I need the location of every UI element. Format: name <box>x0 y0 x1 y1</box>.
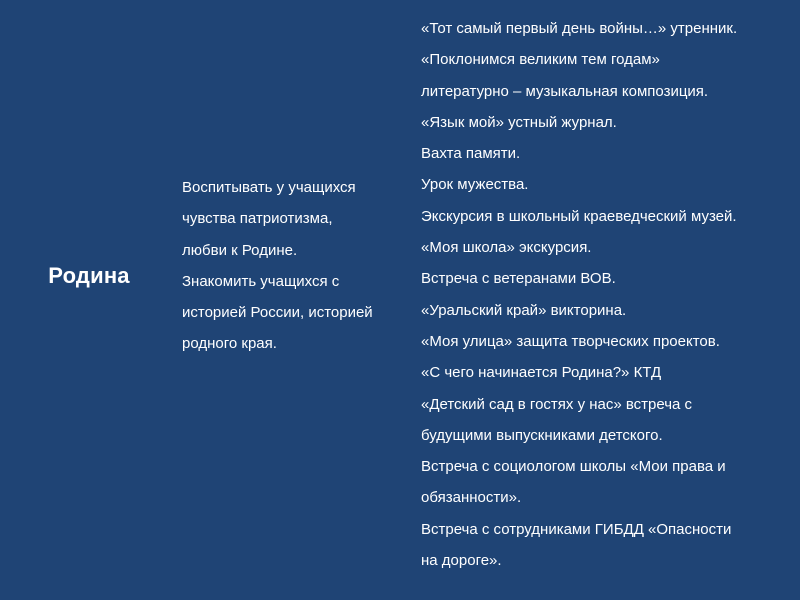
event-line: «С чего начинается Родина?» КТД <box>421 364 662 382</box>
goal-line: историей России, историей <box>182 304 373 322</box>
event-line: «Моя школа» экскурсия. <box>421 239 592 257</box>
topic-title: Родина <box>48 263 130 288</box>
goal-line: чувства патриотизма, <box>182 210 333 228</box>
event-line: обязанности». <box>421 489 522 507</box>
goal-line: любви к Родине. <box>182 241 298 259</box>
event-line: «Детский сад в гостях у нас» встреча с <box>421 395 693 413</box>
event-line: на дороге». <box>421 552 502 570</box>
event-line: «Тот самый первый день войны…» утренник. <box>421 20 738 37</box>
event-line: Экскурсия в школьный краеведческий музей. <box>421 207 737 225</box>
event-line: Встреча с социологом школы «Мои права и <box>421 458 726 476</box>
event-line: «Моя улица» защита творческих проектов. <box>421 332 720 350</box>
event-line: будущими выпускниками детского. <box>421 426 663 444</box>
events-list <box>421 13 795 576</box>
topic-column <box>0 0 178 600</box>
event-line: Вахта памяти. <box>421 145 521 163</box>
goal-line: Знакомить учащихся с <box>182 272 340 290</box>
goal-line: родного края. <box>182 335 277 353</box>
event-line: Встреча с сотрудниками ГИБДД «Опасности <box>421 520 732 538</box>
event-line: Урок мужества. <box>421 176 529 194</box>
goals-column <box>182 172 414 360</box>
event-line: «Уральский край» викторина. <box>421 301 627 319</box>
event-line: литературно – музыкальная композиция. <box>421 82 709 100</box>
event-line: «Поклонимся великим тем годам» <box>421 51 660 69</box>
goals-list <box>182 172 414 360</box>
event-line: «Язык мой» устный журнал. <box>421 113 617 131</box>
events-column <box>421 13 795 576</box>
event-line: Встреча с ветеранами ВОВ. <box>421 270 616 288</box>
goal-line: Воспитывать у учащихся <box>182 179 356 196</box>
